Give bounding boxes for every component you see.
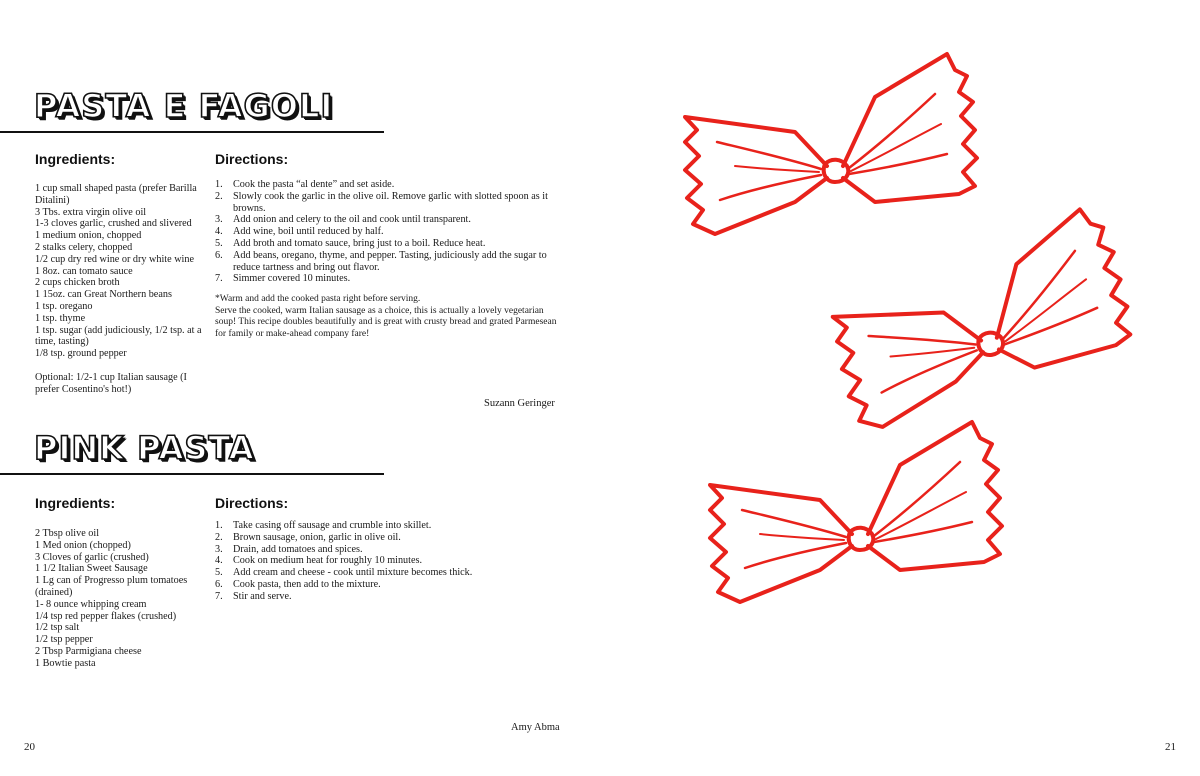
ingredient-item: 1 medium onion, chopped xyxy=(35,230,142,242)
recipe-title: PASTA E FAGOLI xyxy=(34,87,334,125)
ingredients-heading: Ingredients: xyxy=(35,495,116,511)
direction-step: 1. Cook the pasta “al dente” and set aside. xyxy=(215,179,395,190)
ingredient-item: 1 15oz. can Great Northern beans xyxy=(35,289,172,301)
directions-heading: Directions: xyxy=(215,151,289,167)
direction-step: 3. Add onion and celery to the oil and cook until transparent. xyxy=(215,214,471,226)
ingredient-item: 1 cup small shaped pasta (prefer Barilla Ditalini) xyxy=(35,183,197,206)
direction-step: 5. Add broth and tomato sauce, bring just to a boil. Reduce heat. xyxy=(215,237,486,249)
ingredient-item: 2 stalks celery, chopped xyxy=(35,241,133,253)
ingredient-item: 3 Cloves of garlic (crushed) xyxy=(35,551,149,563)
recipe-title: PINK PASTA xyxy=(34,429,255,467)
ingredient-item: 1 tsp. thyme xyxy=(35,312,86,324)
serving-note-line: Serve the cooked, warm Italian sausage as a choice, this is actually a lovely vegetarian soup! This recipe doubles beautifully and is great with crusty bread and grated Parmesean for family or make-ahead company fare! xyxy=(215,305,557,339)
direction-step: 1. Take casing off sausage and crumble into skillet. xyxy=(215,520,432,531)
direction-step: 2. Brown sausage, onion, garlic in olive oil. xyxy=(215,531,401,543)
ingredient-item: 1 tsp. sugar (add judiciously, 1/2 tsp. at a time, tasting) xyxy=(35,324,202,348)
ingredient-item: 1/2 tsp salt xyxy=(35,622,80,634)
ingredient-item: 1/4 tsp red pepper flakes (crushed) xyxy=(35,610,177,622)
ingredient-item: 1 tsp. oregano xyxy=(35,300,93,312)
directions-list xyxy=(215,520,560,603)
bowtie-pasta-icon xyxy=(822,204,1141,432)
ingredient-item: 1/2 tsp pepper xyxy=(35,634,93,646)
ingredient-item: 2 cups chicken broth xyxy=(35,277,120,289)
recipe-author: Amy Abma xyxy=(511,722,560,733)
direction-step: 7. Simmer covered 10 minutes. xyxy=(215,273,351,285)
bowtie-pasta-icon xyxy=(710,422,1002,602)
direction-step: 6. Cook pasta, then add to the mixture. xyxy=(215,578,381,590)
ingredient-item: 2 Tbsp olive oil xyxy=(35,528,100,539)
ingredient-item: 1 Bowtie pasta xyxy=(35,657,96,669)
ingredient-item: 1 Med onion (chopped) xyxy=(35,539,131,551)
ingredient-item: 1- 8 ounce whipping cream xyxy=(35,598,147,610)
ingredient-item: 3 Tbs. extra virgin olive oil xyxy=(35,206,147,218)
ingredients-list xyxy=(35,183,213,395)
ingredient-item: 1/2 cup dry red wine or dry white wine xyxy=(35,253,194,265)
title-underline xyxy=(0,131,384,133)
title-underline xyxy=(0,473,384,475)
bowtie-pasta-icon xyxy=(685,54,977,234)
direction-step: 2. Slowly cook the garlic in the olive oil. Remove garlic with slotted spoon as it browns. xyxy=(215,190,548,214)
ingredient-item: 2 Tbsp Parmigiana cheese xyxy=(35,645,142,657)
ingredient-item: 1/8 tsp. ground pepper xyxy=(35,348,127,360)
optional-note: Optional: 1/2-1 cup Italian sausage (I prefer Cosentino's hot!) xyxy=(35,371,187,395)
recipe-author: Suzann Geringer xyxy=(484,398,555,409)
ingredient-item: 1 8oz. can tomato sauce xyxy=(35,265,133,277)
page-number-left: 20 xyxy=(24,741,35,753)
serving-note-line: *Warm and add the cooked pasta right before serving. xyxy=(215,294,421,304)
page-number-right: 21 xyxy=(1165,741,1176,753)
bowtie-pasta-illustration xyxy=(600,0,1200,776)
ingredient-item: 1 1/2 Italian Sweet Sausage xyxy=(35,563,148,575)
direction-step: 4. Add wine, boil until reduced by half. xyxy=(215,226,384,238)
direction-step: 4. Cook on medium heat for roughly 10 minutes. xyxy=(215,555,423,567)
serving-note xyxy=(215,294,560,340)
ingredient-item: 1-3 cloves garlic, crushed and slivered xyxy=(35,218,192,230)
direction-step: 5. Add cream and cheese - cook until mixture becomes thick. xyxy=(215,567,473,579)
direction-step: 3. Drain, add tomatoes and spices. xyxy=(215,543,363,555)
direction-step: 7. Stir and serve. xyxy=(215,590,292,602)
direction-step: 6. Add beans, oregano, thyme, and pepper. Tasting, judiciously add the sugar to reduce tartness and bring out flavor. xyxy=(215,249,547,273)
directions-list xyxy=(215,179,560,285)
ingredient-item: 1 Lg can of Progresso plum tomatoes (drained) xyxy=(35,575,188,598)
ingredients-heading: Ingredients: xyxy=(35,151,116,167)
directions-heading: Directions: xyxy=(215,495,289,511)
ingredients-list xyxy=(35,528,213,670)
